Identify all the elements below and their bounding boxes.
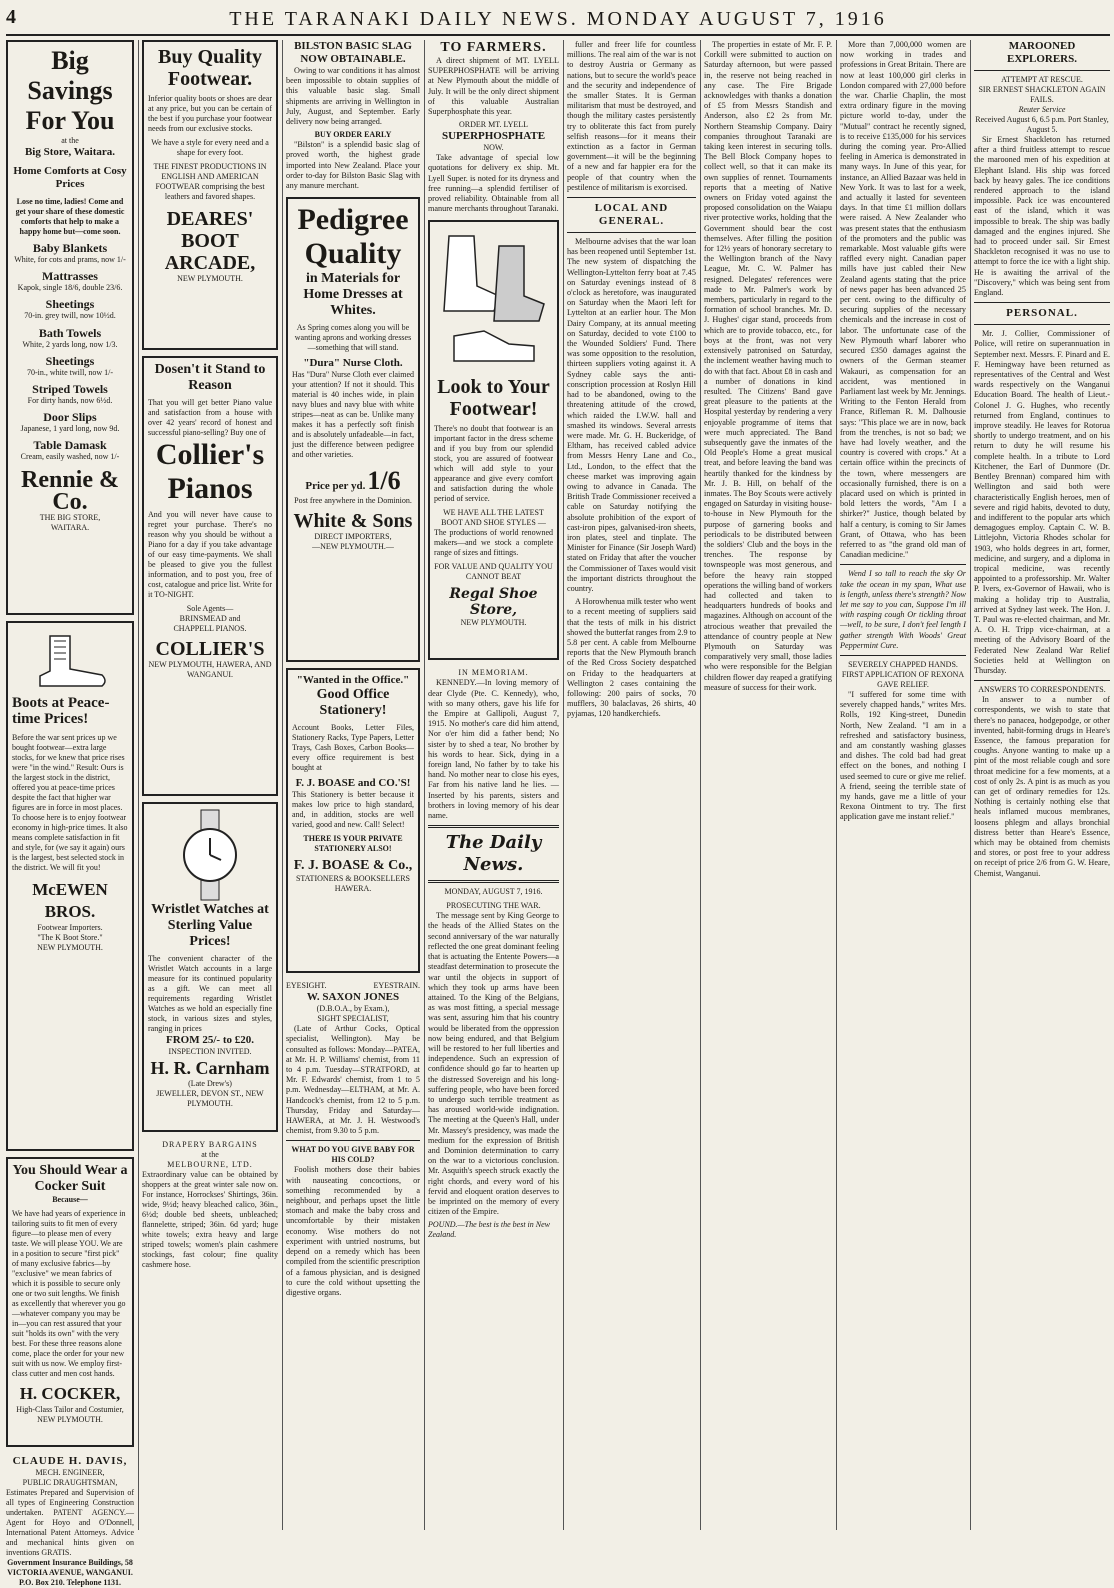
article-body: Foolish mothers dose their babies with nauseating concoctions, or something recommended by a neighbour, and perhaps upset the little stomach and make the baby cross and uncomfortable by their mistaken economy. Wise mothers do not experiment with untried nostrums, but depend on a remedy which has been compiled from the scientific prescription of a famous physician, and is designed to cure the cold without upsetting the digestive organs.	[286, 1165, 420, 1297]
article-source: Reuter Service	[1018, 105, 1066, 114]
sale-item-name: Mattrasses	[42, 269, 98, 284]
sale-item-detail: White, 2 yards long, now 1/3.	[22, 339, 118, 349]
davis-advert	[6, 1455, 134, 1588]
ad-text: Sole Agents—	[186, 604, 234, 613]
ad-firm-sub: NEW PLYMOUTH.	[37, 943, 103, 952]
column-rule	[282, 40, 283, 1530]
ad-text: PUBLIC DRAUGHTSMAN,	[22, 1478, 118, 1487]
watch-illustration	[175, 810, 245, 900]
deares-advert	[142, 40, 278, 350]
ad-text: Because—	[52, 1195, 88, 1204]
article-title: WHAT DO YOU GIVE BABY FOR HIS COLD?	[291, 1145, 415, 1165]
column-3	[286, 40, 420, 1530]
article-subtitle: ATTEMPT AT RESCUE.	[1001, 75, 1083, 84]
ad-subhead: Home Comforts at Cosy Prices	[13, 165, 127, 190]
sale-item-detail: 70-in., white twill, now 1/-	[27, 367, 113, 377]
paper-title: THE TARANAKI DAILY NEWS. MONDAY AUGUST 7, 1916	[229, 8, 887, 30]
column-rule	[700, 40, 701, 1530]
ad-headline: Pedigree	[297, 203, 409, 237]
ad-firm: MELBOURNE, LTD.	[167, 1160, 253, 1169]
ad-headline: Footwear!	[449, 398, 538, 421]
footwear-illustration	[439, 226, 549, 376]
answers-body: In answer to a number of correspondents, we wish to state that there's no panacea, hodgepodge, or other invented, habit-forming drugs in Heare's Essence, the famous preparation for coughs. Anyone wanting to make up a pint of the most reliable cough and sore throat medicine for a few moments, at a cost of only 2s. A pint is as much as you can get of ordinary remedies for 12s. Nothing is certainly nothing else that heals inflamed mucous membranes, loosens phlegm and allays bronchial distress better than Heare's Essence, which may be obtained from chemists and stores, or post free to your address on receipt of price 2/6 from G. W. Heare, Chemist, Wanganui.	[974, 695, 1110, 878]
bilston-advert	[286, 40, 420, 191]
sale-item-name: Door Slips	[43, 410, 97, 425]
ad-firm-sub: HAWERA.	[334, 884, 372, 894]
ad-firm: W. SAXON JONES	[306, 991, 400, 1004]
article-subtitle: SIR ERNEST SHACKLETON AGAIN FAILS.	[978, 85, 1106, 104]
ad-firm: BOOT	[181, 230, 239, 252]
sale-item-name: Sheetings	[45, 297, 95, 312]
collier-advert	[142, 356, 278, 796]
ad-firm: F. J. BOASE & Co.,	[293, 858, 413, 874]
ad-firm-sub: JEWELLER, DEVON ST., NEW PLYMOUTH.	[156, 1089, 264, 1108]
column-5	[567, 40, 696, 1530]
ad-body: And you will never have cause to regret your purchase. There's no reason why you should be without a Piano for a day if you take advantage of our easy time-payments. We shall be pleased to give you the fullest information, and to post you, free of cost, catalogue and price list. Write for it TO-NIGHT.	[148, 510, 272, 599]
ad-headline: For You	[25, 106, 115, 135]
ad-firm-sub: "The K Boot Store."	[37, 933, 103, 942]
section-title: LOCAL AND GENERAL.	[594, 202, 669, 228]
ad-text: INSPECTION INVITED.	[168, 1047, 252, 1056]
ad-firm: McEWEN BROS.	[32, 880, 108, 921]
ad-text: BUY ORDER EARLY	[314, 130, 392, 140]
farmers-advert	[428, 40, 559, 214]
sale-item-name: Bath Towels	[38, 325, 102, 340]
ad-body: The convenient character of the Wristlet Watch accounts in a large measure for its continued popularity as a gift. We can meet all requirements regarding Wristlet Watches as we hold an especially fine stock, in various sizes and styles, ranging in prices	[148, 954, 272, 1033]
column-rule	[138, 40, 139, 1530]
ad-headline: Good Office Stationery!	[316, 687, 390, 719]
in-memoriam	[428, 668, 559, 821]
whites-advert	[286, 197, 420, 662]
sale-item-name: Striped Towels	[32, 382, 108, 397]
ad-body: Extraordinary value can be obtained by shoppers at the great winter sale now on. For instance, Horrockses' Shirtings, 36in. wide, 9½d; heavy bleached calico, 36in., 6½d; double bed sheets, unbleached; flannelette, striped; 36in. 6d yard; huge white towels; extra heavy and large striped towels; women's plain cashmere stockings, fast colour; fine quality cashmere hose.	[142, 1170, 278, 1269]
ad-subhead: in Materials for Home Dresses at Whites.	[303, 271, 403, 319]
ad-body: We have a style for every need and a shape for every foot.	[151, 138, 269, 157]
ad-firm-sub: WAITARA.	[50, 522, 90, 532]
ad-firm-sub: (Late Drew's)	[188, 1079, 232, 1088]
ad-firm: H. COCKER,	[19, 1384, 121, 1403]
ad-label: EYESTRAIN.	[373, 981, 420, 991]
memoriam-body: KENNEDY.—In loving memory of dear Clyde (Pte. C. Kennedy), who, with so many others, gave his life for the Empire at Gallipoli, August 7, 1915. No mother's care did him attend, Nor o'er him did a father bend; No sister by to shed a tear, No brother by his words to hear. Sick, dying in a foreign land, No father by to take his hand. No mother near to close his eyes, Far from his native land he lies. —Inserted by his parents, sisters and brothers in loving memory of his dear name.	[428, 678, 559, 821]
personal-body: Mr. J. Collier, Commissioner of Police, will retire on superannuation in September next. Messrs. F. Pinard and E. F. Hemingway have been returned as representatives of the Central and West wards respectively on the Wanganui Education Board. The health of Lieut.-Colonel J. G. Hughes, who recently returned from England, continues to improve steadily. He leaves for Rotorua shortly to undergo treatment, and on his return to duty he will resume his complete health. In a tribute to Lord Kitchener, the Earl of Dunmore (Dr. Bentley Brennan) compared him with Wellington and said both were characteristically English heroes, men of severe and rigid habits, devoted to duty, and indifferent to the popular arts which demagogues employ. Captain C. W. B. Littlejohn, Victoria Rhodes scholar for 1903, who holds degrees in art, former, medicine, and surgery, and a diploma in tropical medicine, was recently appointed to a professorship. Mr. Walter P. Ivers, ex-Governor of Hawaii, who is making a holiday trip to Australia, arrived at Sydney last week. The Hon. J. T. Paul was re-elected chairman, and Mr. A. O. H. Tripp vice-chairman, at a meeting of the Advisory Board of the Federated New Zealand War Relief Societies held at Wellington on Thursday.	[974, 329, 1110, 675]
ad-headline: Dosen't it Stand to Reason	[154, 362, 266, 393]
ad-store: Big Store, Waitara.	[24, 146, 116, 158]
ad-text: at the	[201, 1150, 219, 1159]
column-4	[428, 40, 559, 1530]
ad-address: Government Insurance Buildings, 58 VICTORIA AVENUE, WANGANUI. P.O. Box 210. Telephone 1131.	[7, 1558, 133, 1587]
ad-body: Has "Dura" Nurse Cloth ever claimed your attention? If not it should. This material is 40 inches wide, in plain navy blues and navy blue with white stripes—neat as can be. Unlike many makes it has a perfectly soft finish and is absolutely unfadeable—in fact, just the difference between pedigree and other varieties.	[292, 370, 414, 460]
masthead	[6, 2, 1110, 36]
ad-body: As Spring comes along you will be wanting aprons and working dresses—something that will stand.	[294, 323, 412, 353]
ad-headline: Quality	[304, 237, 402, 271]
ad-firm: COLLIER'S	[155, 638, 265, 660]
regal-advert	[428, 220, 559, 660]
ad-headline: Buy Quality Footwear.	[158, 46, 262, 90]
sale-item-detail: Japanese, 1 yard long, now 9d.	[20, 424, 120, 434]
editorial-title: PROSECUTING THE WAR.	[446, 901, 541, 911]
ad-firm: CLAUDE H. DAVIS,	[12, 1455, 128, 1467]
ad-headline: Big Savings	[27, 46, 113, 105]
ad-product: "Dura" Nurse Cloth.	[303, 357, 403, 370]
ad-body: Owing to war conditions it has almost been impossible to obtain supplies of this valuable basic slag. Small shipments are arriving in Wellington in July, August, and September. Early delivery now being arranged.	[286, 66, 420, 127]
local-news-body: The properties in estate of Mr. F. P. Corkill were submitted to auction on Saturday afternoon, but were passed in, the reserve not being reached in any case. The Fire Brigade acknowledges with thanks a donation of £5 from Messrs Standish and Anderson, also £2 2s from Mr. Northern Steamship Company. Dairy companies throughout Taranaki are taking keen interest in securing tolls. The Bell Block Company hopes to collect well, so that it can make its own supplies of rennet. Tournaments reports that a meeting of Native owners on Friday voted against the proposed consolidation on the Waiapu river protective works, holding that the Government should bear the cost themselves. After filling the position for 12½ years of honorary secretary to the Wellington branch of the Navy League, Mr. C. W. Palmer has resigned. Delegates' references were made to Mr. Palmer's work by members, particularly in regard to the formation of school branches. Mr. D. J. Hughes' cigar stand, proceeds from which are to provide tobacco, etc., for boys at the front, was not very extensively patronised on Saturday, the inclement weather having much to do with that fact. About £8 in cash and a number of donations in kind resulted. The Citizens' Band gave great pleasure to the patients at the Hospital yesterday by rendering a very enjoyable programme of items that were much appreciated. The Band subsequently gave the inmates of the Old People's Home a great musical treat, and before leaving the band was heartily thanked for the kindness by Mr. J. B. Hill, on behalf of the inmates. The Boy Scouts were actively engaged on Saturday in visiting house-to-house in New Plymouth for the purpose of garnering books and periodicals to be distributed between the soldiers' Club and the boys in the trenches. The response by townspeople was most generous, and before the heavy rain stopped operations the willing band of workers had collected and taken to headquarters hundreds of books and magazines. Although on account of the atrocious weather that prevailed the attendance of country people at New Plymouth on Saturday was comparatively very small, those ladies who were responsible for the Belgian children flower day reaped a gratifying measure of success for their work.	[704, 40, 832, 692]
ad-body: Estimates Prepared and Supervision of all types of Engineering Construction undertaken. PATENT AGENCY.—Agent for Hoyo and O'Donnell, International Patent Attorneys. Advice and mechanical hints given on inventions GRATIS.	[6, 1488, 134, 1557]
rennie-advert	[6, 40, 134, 615]
ad-body: Before the war sent prices up we bought footwear—extra large stocks, for we knew that price rises were "in the wind." Result: Ours is the largest stock in the district, offered you at peace-time prices despite the fact that higher war figures are in force in most places. To choose here is to enjoy footwear economy in high-price times. It also means complete satisfaction in fit and style, for (we say it again) ours is the largest, best selected stock in the district. We will fit you!	[12, 733, 128, 872]
ad-body: Account Books, Letter Files, Stationery Racks, Type Papers, Letter Trays, Cash Boxes, Carbon Books—every office requirement is best bought at	[292, 723, 414, 773]
column-8	[974, 40, 1110, 1530]
article-body: "I suffered for some time with severely chapped hands," writes Mrs. Rolls, 192 King-street, Dunedin North, New Zealand. "I am in a refreshed and satisfactory business, and am constantly washing glasses and dishes. The cold bad had great effect on the bones, and nothing I used seemed to cure or give me relief. A friend, seeing the terrible state of my hands, gave me a little of your Rexona Ointment to try. The first application gave me instant relief."	[840, 689, 966, 822]
ad-headline: You Should Wear a Cocker Suit	[12, 1163, 128, 1194]
paper-masthead: The Daily News.	[445, 832, 542, 876]
ad-firm: White & Sons	[293, 510, 413, 533]
ad-body: This Stationery is better because it makes low price to high standard, and, in addition, stocks are well varied, good and new. Call! Select!	[292, 790, 414, 830]
ad-text: CHAPPELL PIANOS.	[173, 624, 247, 633]
ad-firm-sub: THE BIG STORE,	[39, 512, 101, 522]
article-dateline: Received August 6, 6.5 p.m. Port Stanley, August 5.	[975, 115, 1109, 134]
ad-price: 1/6	[367, 466, 401, 496]
sale-item-name: Sheetings	[45, 353, 95, 368]
boase-advert	[286, 668, 420, 973]
baby-cold-article	[286, 1145, 420, 1298]
sale-item-detail: Cream, easily washed, now 1/-	[20, 452, 120, 462]
boot-illustration	[30, 631, 110, 691]
ad-label: EYESIGHT.	[286, 981, 327, 991]
ad-firm-sub: SIGHT SPECIALIST,	[317, 1014, 389, 1024]
section-title: PERSONAL.	[1006, 307, 1078, 320]
ad-text: MECH. ENGINEER,	[35, 1468, 105, 1477]
column-1	[6, 40, 134, 1587]
column-2	[142, 40, 278, 1530]
section-title: ANSWERS TO CORRESPONDENTS.	[978, 685, 1106, 695]
ad-firm-sub: (D.B.O.A., by Exam.),	[316, 1004, 390, 1014]
saxon-jones-advert	[286, 981, 420, 1136]
ad-body: There's no doubt that footwear is an important factor in the dress scheme and if you buy from our splendid stock, you are assured of footwear which will add style to your appearance and give every comfort and satisfaction during the whole period of service.	[434, 424, 553, 504]
ad-place: NEW PLYMOUTH.	[177, 274, 243, 283]
ad-firm-sub: Footwear Importers.	[37, 923, 103, 932]
article-body: Sir Ernest Shackleton has returned after a third fruitless attempt to rescue the marooned men of his expedition at Elephant Island. His ship was forced back by heavy gales. The ice conditions rendered approach to the island impossible. Pack ice was encountered east of the island, which it was impossible to break. The ship was badly damaged and the engines injured. She had to proceed under sail. Sir Ernest Shackleton recognised it was no use to attempt to force the ice with a light ship. He is awaiting the arrival of the "Discovery," which was being sent from England.	[974, 135, 1110, 298]
ad-firm-sub: NEW PLYMOUTH.	[37, 1415, 103, 1424]
column-6	[704, 40, 832, 1530]
ad-firm: Rennie & Co.	[21, 466, 119, 515]
ad-text: Post free anywhere in the Dominion.	[294, 496, 412, 506]
ad-body: A direct shipment of MT. LYELL SUPERPHOSPHATE will be arriving at New Plymouth about the middle of July. It will be the only direct shipment of this valuable Australian Superphosphate this year.	[428, 56, 559, 117]
ad-text: NOW.	[483, 143, 504, 153]
local-news-body: Melbourne advises that the war loan has been reopened until September 1st. The new system of dispatching the Wellington-Lyttelton ferry boat at 7.45 on Saturday evenings instead of 8 o'clock as heretofore, was inaugurated on Saturday when the Maori left for Lyttelton at an earlier hour. The Mon Dairy Company, at its annual meeting on Saturday, decided to vote £100 to the Wounded Soldiers' Fund. There was some opposition to the resolution, thirteen suppliers voting against it. A Sydney cable says the anti-conscription procession at Roslyn Hill had to be abandoned, owing to the threatening attitude of the crowd, which raided the I.W.W. hall and smashed its windows. Several arrests were made. Mr. G. H. Buckeridge, of Eltham, has received cabled advice from Messrs Henry Lane and Co., Ltd., London, to the effect that the cheese market was improving again owing to advance in Canada. The British Trade Commissioner received a cable on Saturday notifying the absolute prohibition of the export of cast-iron pipes, galvanised-iron sheets, iron plates, steel and tinplate. The Minister for Finance (Sir Joseph Ward) stated on Friday that after the voucher the Commissioner of Taxes would visit the important districts throughout the country.	[567, 237, 696, 593]
ad-headline: DRAPERY BARGAINS	[162, 1140, 258, 1149]
local-news-body: A Horowhenua milk tester who went to a recent meeting of suppliers said that the tests of milk in his district showed the butterfat ranges from 2.9 to 5.8 per cent. A cable from Melbourne reports that the New Plymouth branch of the Red Cross Society despatched on Friday to the headquarters at Wellington 2 cases containing the following: 200 pairs of socks, 70 mufflers, 30 balaclavas, 26 shirts, 40 pyjamas, 120 handkerchiefs.	[567, 597, 696, 719]
page-number: 4	[6, 6, 16, 28]
ad-body: Inferior quality boots or shoes are dear at any price, but you can be certain of the best if you purchase your footwear needs from our exclusive stocks.	[148, 94, 272, 133]
ad-firm: Regal Shoe Store,	[449, 586, 538, 619]
carnham-advert	[142, 802, 278, 1132]
mcewen-advert	[6, 621, 134, 1151]
paper-date: MONDAY, AUGUST 7, 1916.	[444, 887, 543, 897]
ad-body: Take advantage of special low quotations for delivery ex ship. Mt. Lyell Super. is noted for its dryness and free running—a splendid fertiliser of proved reliability. Obtainable from all manure merchants throughout Taranaki.	[428, 153, 559, 214]
ad-place: NEW PLYMOUTH.	[460, 618, 527, 628]
cocker-advert	[6, 1157, 134, 1447]
column-7	[840, 40, 966, 1530]
ad-text: WE HAVE ALL THE LATEST BOOT AND SHOE STYLES —	[441, 508, 546, 528]
advert-poem: Wend I so tall to reach the sky Or take the ocean in my span, What use is length, unless there's strength? Now let me say to you can, Suppose I'm ill with rasping cough Or tickling throat—well, to be sure, I don't feel length I gather strength With Woods' Great Peppermint Cure.	[840, 569, 966, 650]
ad-headline: Boots at Peace-time Prices!	[12, 695, 110, 727]
ad-body: (Late of Arthur Cocks, Optical specialist, Wellington). May be consulted as follows: Monday—PATEA, at Mr. H. P. Williams' chemist, from 11 to 4 p.m. Tuesday—STRATFORD, at Mr. F. Edwards' chemist, from 1 to 5 p.m. Wednesday—ELTHAM, at Mr. A. Handcock's chemist, from 12 to 5 p.m. Thursday, Friday and Saturday—HAWERA, at Mr. J. H. Westwood's chemist, from 9.30 to 5 p.m.	[286, 1024, 420, 1136]
ad-intro: Lose no time, ladies! Come and get your share of these domestic comforts that help to make a happy home but—come soon.	[15, 197, 125, 236]
news-body: More than 7,000,000 women are now working in trades and professions in Great Britain. There are now at least 100,000 girl clerks in London compared with 27,000 before the war. Charlie Chaplin, the most extra ordinary figure in the moving picture world to-day, under the "Mutual" contract he recently signed, is to receive £135,000 for his services during the coming year. Pro-Allied feeling in America is demonstrated in many ways. In June of this year, for instance, an Allied Bazaar was held in New York. It was to last for a week, and actually it lasted for seventeen days. In that time £1 million dollars were raised. A New Zealander who was present states that the enthusiasm of the promoters and the public was remarkable. Most valuable gifts were raffled every night. Canadian paper mills have just cabled their New Zealand agents stating that the price of news paper has been advanced 25 per cent. owing to the difficulty of securing supplies of the necessary chemicals and the increase in cost of labor. The unfortunate case of the New Plymouth wharf laborer who secured £350 damages against the owners of the German steamer Wakauri, as compensation for an accident, was mentioned in Parliament last week by Mr. Jennings. Writing to the Fenton Herald from France, Rifleman R. M. Dalhousie says: "This place we are in now, back from the trenches, is not so bad; we have had lovely weather, and the country is covered with crops." At a certain office within the precincts of the town, where messengers are occasionally furnished, there is on a placard used on which is printed in bold letters the words, "Am I a shirker?" Justice, though belated by half a century, is coming to Sir James Grant, of Ottawa, who has been referred to as "the grand old man of Canadian medicine."	[840, 40, 966, 560]
ad-body: "Bilston" is a splendid basic slag of proved worth, the highest grade imported into New Zealand. Place your order to-day for Bilston Basic Slag with any manure merchant.	[286, 140, 420, 191]
ad-text: ORDER MT. LYELL	[458, 120, 529, 130]
sale-item-detail: Kapok, single 18/6, double 23/6.	[17, 283, 123, 293]
ad-headline: TO FARMERS.	[440, 40, 547, 55]
ad-headline: Wristlet Watches at Sterling Value Prices!	[151, 902, 269, 949]
melbourne-advert	[142, 1140, 278, 1270]
ad-headline: "Wanted in the Office."	[296, 674, 410, 687]
column-rule	[970, 40, 971, 1530]
ad-place: NEW PLYMOUTH, HAWERA, AND WANGANUI.	[148, 660, 272, 679]
section-title: IN MEMORIAM.	[458, 668, 529, 678]
column-rule	[563, 40, 564, 1530]
article-title: MAROONED EXPLORERS.	[1007, 40, 1077, 65]
sale-item-detail: White, for cots and prams, now 1/-	[14, 255, 126, 264]
ad-firm: F. J. BOASE and CO.'S!	[295, 777, 411, 790]
ad-body: That you will get better Piano value and satisfaction from a house with over 42 years' record of honest and successful piano-selling? Buy one of	[148, 398, 272, 437]
sale-item-detail: 70-in. grey twill, now 10½d.	[24, 311, 116, 321]
column-rule	[424, 40, 425, 1530]
ad-headline: Look to Your	[437, 376, 550, 399]
editorial-body: The message sent by King George to the heads of the Allied States on the second anniversary of the war naturally reflected the one great dominant feeling that is actuating the Entente Powers—a steadfast determination to prosecute the war until the objects in support of which they took up arms have been attained. To the King of the Belgians, as was most fitting, a special message was sent, assuring him that his country would be liberated from the oppression now being endured, and that Belgium will be restored to her full liberties and independence. Such an expression of confidence should go far to hearten up the distressed Sovereign and his long-suffering people, who have been forced to undergo such terrible treatment as has aroused world-wide indignation. The meeting at the Queen's Hall, under Mr. Massey's presidency, was made the medium for the expression of British and Dominion determination to carry on the war to a victorious conclusion. Mr. Asquith's speech struck exactly the right chords, and every word of his fervid and eloquent oration deserves to be imprinted on the memory of every citizen of the Empire.	[428, 911, 559, 1217]
ad-body: The productions of world renowned makers—and we stock a complete range of sizes and fittings.	[434, 528, 553, 558]
ad-body: We have had years of experience in tailoring suits to fit men of every figure—to please men of every taste. We will please YOU. We are in a position to secure "first pick" of many exclusive fabrics—by "exclusive" we mean fabrics of which it is possible to secure only one or two suit lengths. We finish as excellently that wherever you go—whatever company you may be in—you can rest assured that your suit "holds its own" with the very best. For these three reasons alone come, place the order for your new suit with us now. We employ first-class cutter and men cost hands.	[12, 1209, 126, 1378]
ad-firm: H. R. Carnham	[150, 1058, 270, 1078]
ad-firm-sub: STATIONERS & BOOKSELLERS	[295, 874, 411, 884]
ad-price-label: Price per yd.	[305, 480, 366, 493]
ad-price: FROM 25/- to £20.	[166, 1034, 254, 1046]
sale-item-name: Table Damask	[33, 438, 107, 453]
ad-firm: Collier's	[155, 438, 265, 471]
ad-text: SUPERPHOSPHATE	[441, 130, 546, 143]
ad-body: THE FINEST PRODUCTIONS IN ENGLISH AND AMERICAN FOOTWEAR comprising the best leathers and favored shapes.	[153, 162, 267, 201]
column-rule	[836, 40, 837, 1530]
ad-firm-sub: —NEW PLYMOUTH.—	[312, 542, 394, 552]
ad-text: at the	[61, 136, 79, 145]
ad-text: FOR VALUE AND QUALITY YOU CANNOT BEAT	[434, 562, 553, 582]
item-list	[12, 241, 128, 463]
ad-text: BRINSMEAD and	[179, 614, 241, 623]
ad-text: THERE IS YOUR PRIVATE STATIONERY ALSO!	[303, 834, 403, 854]
column-footer: POUND.—The best is the best in New Zealand.	[428, 1220, 550, 1240]
sale-item-name: Baby Blankets	[32, 241, 108, 255]
ad-firm-sub: DIRECT IMPORTERS,	[314, 532, 392, 542]
editorial-continuation: fuller and freer life for countless millions. The real aim of the war is not to destroy Austria or Germany as nations, but to secure the world's peace and the security and independence of the smaller States. It is German militarism that must be destroyed, and though the military castes persistently try to obliterate this fact from purely selfish reasons—for it means their extinction as a factor in German government—it will be the beginning of a new and far happier era for the people of that country when the pestilence of militarism is exorcised.	[567, 40, 696, 192]
ad-firm-sub: High-Class Tailor and Costumier,	[16, 1405, 124, 1414]
ad-firm: Pianos	[167, 472, 253, 505]
ad-headline: BILSTON BASIC SLAG NOW OBTAINABLE.	[294, 40, 412, 65]
ad-firm: DEARES'	[166, 208, 254, 230]
article-title: SEVERELY CHAPPED HANDS. FIRST APPLICATION OF REXONA GAVE RELIEF.	[841, 659, 965, 689]
sale-item-detail: For dirty hands, now 6½d.	[27, 396, 113, 406]
ad-firm: ARCADE,	[164, 252, 256, 274]
